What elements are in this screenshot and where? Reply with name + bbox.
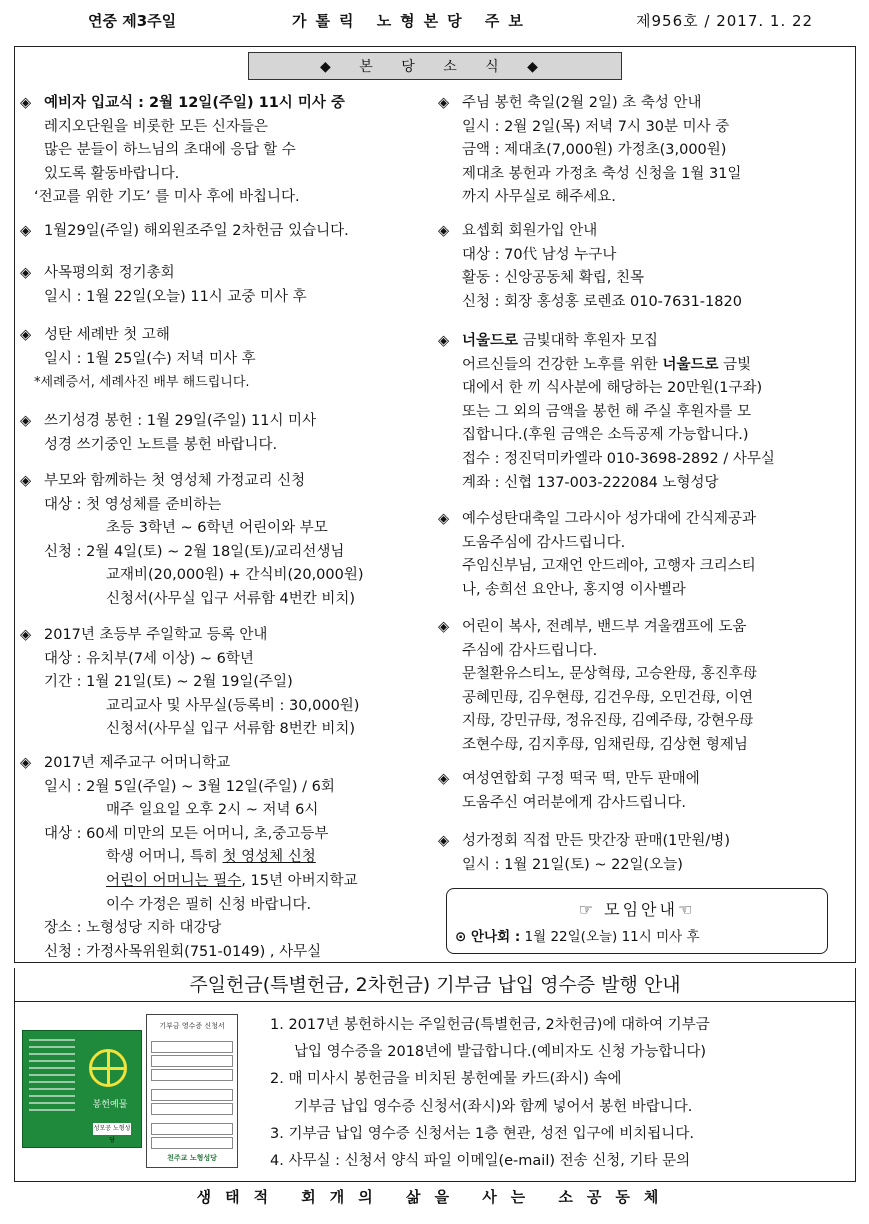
notice-line: 일시 : 2월 5일(주일) ~ 3월 12일(주일) / 6회 bbox=[44, 778, 335, 795]
notice-line: 접수 : 정진덕미카엘라 010-3698-2892 / 사무실 bbox=[462, 450, 775, 467]
instruction-line: 납입 영수증을 2018년에 발급합니다.(예비자도 신청 가능합니다) bbox=[294, 1044, 707, 1061]
notice-line: 일시 : 1월 21일(토) ~ 22일(오늘) bbox=[462, 856, 683, 873]
notice-line: 까지 사무실로 해주세요. bbox=[462, 189, 616, 206]
notice-joseph-society bbox=[438, 220, 848, 314]
notice-line: 제대초 봉헌과 가정초 축성 신청을 1월 31일 bbox=[462, 165, 742, 182]
notice-title: 부모와 함께하는 첫 영성체 가정교리 신청 bbox=[44, 473, 306, 489]
underlined-text: 첫 영성체 신청 bbox=[222, 849, 316, 866]
notice-line: 문철환유스티노, 문상혁母, 고승완母, 홍진후母 bbox=[462, 666, 758, 683]
diamond-icon: ◈ bbox=[438, 95, 450, 111]
form-footer: 천주교 노형성당 bbox=[167, 1154, 217, 1162]
card-label: 봉헌예물 bbox=[92, 1100, 128, 1110]
diamond-icon: ◈ bbox=[20, 627, 32, 643]
notice-line: 있도록 활동바랍니다. bbox=[44, 165, 180, 182]
notice-line: 신청서(사무실 입구 서류함 4번칸 비치) bbox=[106, 590, 356, 607]
notice-title: 쓰기성경 봉헌 : 1월 29일(주일) 11시 미사 bbox=[44, 413, 317, 429]
form-row bbox=[151, 1123, 233, 1135]
notice-first-confession bbox=[20, 324, 420, 395]
brand-name: 너울드로 bbox=[662, 356, 719, 373]
diamond-icon: ◈ bbox=[438, 511, 450, 527]
form-row bbox=[151, 1055, 233, 1067]
notice-sponsor-recruit bbox=[438, 330, 848, 495]
form-row bbox=[151, 1137, 233, 1149]
diamond-icon: ◈ bbox=[20, 265, 32, 281]
section-banner: ◆ 본 당 소 식 ◆ bbox=[248, 52, 622, 80]
instruction-line: 2. 매 미사시 봉헌금을 비치된 봉헌예물 카드(좌시) 속에 bbox=[270, 1071, 622, 1088]
notice-title: 여성연합회 구정 떡국 떡, 만두 판매에 bbox=[462, 771, 700, 787]
notice-title: 1월29일(주일) 해외원조주일 2차헌금 있습니다. bbox=[44, 223, 349, 239]
notice-title: 예비자 입교식 : 2월 12일(주일) 11시 미사 중 bbox=[44, 95, 345, 111]
notice-line: 집합니다.(후원 금액은 소득공제 가능합니다.) bbox=[462, 427, 749, 444]
card-text-lines bbox=[29, 1039, 75, 1125]
notice-first-communion bbox=[20, 470, 420, 612]
notice-line: 나, 송희선 요안나, 홍지영 이사벨라 bbox=[462, 581, 686, 598]
notice-line: 도움주신 여러분에게 감사드립니다. bbox=[462, 794, 686, 811]
notice-title: 2017년 제주교구 어머니학교 bbox=[44, 755, 231, 771]
notice-line: 일시 : 1월 22일(오늘) 11시 교중 미사 후 bbox=[44, 288, 307, 305]
notice-line: 일시 : 1월 25일(수) 저녁 미사 후 bbox=[44, 350, 256, 367]
notice-line: 매주 일요일 오후 2시 ~ 저녁 6시 bbox=[106, 802, 319, 819]
notice-line: 대상 : 60세 미만의 모든 어머니, 초,중고등부 bbox=[44, 825, 329, 842]
notice-line: 주심에 감사드립니다. bbox=[462, 642, 598, 659]
form-row bbox=[151, 1103, 233, 1115]
notice-title: 성가정회 직접 만든 맛간장 판매(1만원/병) bbox=[462, 833, 730, 849]
notice-line: 학생 어머니, 특히 bbox=[106, 849, 223, 866]
notice-title: 예수성탄대축일 그라시아 성가대에 간식제공과 bbox=[462, 511, 756, 527]
instruction-line: 4. 사무실 : 신청서 양식 파일 이메일(e-mail) 전송 신청, 기타 문의 bbox=[270, 1153, 691, 1170]
receipt-form-image bbox=[146, 1014, 238, 1168]
diamond-icon: ◈ bbox=[438, 333, 450, 349]
notice-line: 대상 : 첫 영성체를 준비하는 bbox=[44, 496, 222, 513]
instruction-line: 1. 2017년 봉헌하시는 주일헌금(특별헌금, 2차헌금)에 대하여 기부금 bbox=[270, 1017, 710, 1033]
notice-line: 계좌 : 신협 137-003-222084 노형성당 bbox=[462, 474, 719, 491]
notice-line: 지母, 강민규母, 정유진母, 김예주母, 강현우母 bbox=[462, 713, 754, 730]
notice-pastoral-council bbox=[20, 262, 420, 309]
instruction-line: 3. 기부금 납입 영수증 신청서는 1층 현관, 성전 입구에 비치됩니다. bbox=[270, 1125, 694, 1142]
offering-card-image bbox=[22, 1030, 142, 1148]
bulletin-header bbox=[0, 6, 869, 36]
instruction-line: 기부금 납입 영수증 신청서(좌시)와 함께 넣어서 봉헌 바랍니다. bbox=[294, 1098, 693, 1115]
brand-name: 너울드로 bbox=[462, 333, 519, 349]
notice-title: 2017년 초등부 주일학교 등록 안내 bbox=[44, 627, 268, 643]
diamond-icon: ◈ bbox=[438, 223, 450, 239]
form-title: 기부금 영수증 신청서 bbox=[159, 1022, 225, 1030]
notice-note: *세례증서, 세례사진 배부 해드립니다. bbox=[34, 375, 250, 391]
underlined-text: 어린이 어머니는 필수 bbox=[106, 872, 242, 889]
notice-line: 신청서(사무실 입구 서류함 8번칸 비치) bbox=[106, 721, 356, 738]
notice-line: 교재비(20,000원) + 간식비(20,000원) bbox=[106, 567, 364, 584]
notice-soy-sauce-sale bbox=[438, 830, 848, 877]
notice-line: 금액 : 제대초(7,000원) 가정초(3,000원) bbox=[462, 142, 727, 159]
notice-choir-thanks bbox=[438, 508, 848, 602]
form-row bbox=[151, 1089, 233, 1101]
notice-line: ‘전교를 위한 기도’ 를 미사 후에 바칩니다. bbox=[34, 189, 300, 206]
notice-line: 기간 : 1월 21일(토) ~ 2월 19일(주일) bbox=[44, 674, 293, 691]
diamond-icon: ◈ bbox=[438, 833, 450, 849]
diamond-icon: ◈ bbox=[20, 327, 32, 343]
notice-line: 대상 : 유치부(7세 이상) ~ 6학년 bbox=[44, 650, 254, 667]
notice-line: 어르신들의 건강한 노후를 위한 bbox=[462, 356, 663, 373]
notice-line: 이수 가정은 필히 신청 바랍니다. bbox=[106, 896, 312, 913]
diamond-icon: ◈ bbox=[20, 223, 32, 239]
notice-bible-writing bbox=[20, 410, 420, 457]
notice-line: 대상 : 70代 남성 누구나 bbox=[462, 246, 617, 263]
diamond-icon: ◈ bbox=[20, 473, 32, 489]
notice-line: 조현수母, 김지후母, 임채린母, 김상현 형제님 bbox=[462, 736, 748, 753]
notice-catechumen bbox=[20, 92, 420, 210]
notice-line: 신청 : 회장 홍성홍 로렌죠 010-7631-1820 bbox=[462, 293, 742, 310]
notice-line: 교리교사 및 사무실(등록비 : 30,000원) bbox=[106, 697, 360, 714]
meeting-box bbox=[446, 888, 828, 954]
receipt-title: 주일헌금(특별헌금, 2차헌금) 기부금 납입 영수증 발행 안내 bbox=[14, 968, 856, 1002]
notice-camp-thanks bbox=[438, 616, 848, 758]
notice-line: 많은 분들이 하느님의 초대에 응답 할 수 bbox=[44, 142, 296, 159]
notice-title: 요셉회 회원가입 안내 bbox=[462, 223, 598, 239]
notice-line: 활동 : 신앙공동체 확립, 친목 bbox=[462, 270, 645, 287]
meeting-item bbox=[455, 925, 700, 945]
form-row bbox=[151, 1069, 233, 1081]
notice-candlemas bbox=[438, 92, 848, 210]
notice-line: 공혜민母, 김우현母, 김건우母, 오민건母, 이연 bbox=[462, 689, 753, 706]
diamond-icon: ◈ bbox=[20, 755, 32, 771]
receipt-instructions bbox=[270, 1012, 840, 1175]
notice-line: 일시 : 2월 2일(목) 저녁 7시 30분 미사 중 bbox=[462, 118, 730, 135]
notice-line: 주임신부님, 고재언 안드레아, 고행자 크리스티 bbox=[462, 558, 756, 575]
meeting-label: ⊙ 안나회 : bbox=[455, 929, 521, 945]
notice-sunday-school bbox=[20, 624, 420, 742]
notice-second-collection bbox=[20, 220, 420, 244]
issue-number: 제956호 / 2017. 1. 22 bbox=[636, 12, 814, 30]
notice-line: 성경 쓰기중인 노트를 봉헌 바랍니다. bbox=[44, 436, 278, 453]
footer-motto: 생태적 회개의 삶을 사는 소공동체 bbox=[196, 1188, 673, 1206]
notice-line: 금빛 bbox=[718, 356, 752, 373]
diamond-icon: ◈ bbox=[438, 619, 450, 635]
notice-line: 신청 : 2월 4일(토) ~ 2월 18일(토)/교리선생님 bbox=[44, 543, 345, 560]
notice-title: 금빛대학 후원자 모집 bbox=[522, 333, 658, 349]
diamond-icon: ◈ bbox=[20, 95, 32, 111]
notice-line: 신청 : 가정사목위원회(751-0149) , 사무실 bbox=[44, 943, 322, 960]
diamond-icon: ◈ bbox=[438, 771, 450, 787]
notice-title: 사목평의회 정기총회 bbox=[44, 265, 175, 281]
notice-line: 초등 3학년 ~ 6학년 어린이와 부모 bbox=[106, 520, 328, 537]
notice-line: 대에서 한 끼 식사분에 해당하는 20만원(1구좌) bbox=[462, 380, 763, 397]
notice-line: 도움주심에 감사드립니다. bbox=[462, 534, 626, 551]
meeting-text: 1월 22일(오늘) 11시 미사 후 bbox=[524, 929, 700, 945]
form-row bbox=[151, 1041, 233, 1053]
diamond-icon: ◈ bbox=[20, 413, 32, 429]
notice-mother-school bbox=[20, 752, 420, 964]
cross-circle-icon bbox=[89, 1049, 127, 1087]
bulletin-title: 가톨릭 노형본당 주보 bbox=[292, 12, 532, 30]
card-box: 성모공 노형성당 bbox=[93, 1125, 131, 1144]
notice-title: 성탄 세례반 첫 고해 bbox=[44, 327, 170, 343]
meeting-title: ☞ 모임안내☜ bbox=[578, 900, 696, 919]
liturgical-week: 연중 제3주일 bbox=[88, 12, 177, 30]
notice-title: 주님 봉헌 축일(2월 2일) 초 축성 안내 bbox=[462, 95, 702, 111]
notice-line: , 15년 아버지학교 bbox=[241, 872, 358, 889]
notice-line: 또는 그 외의 금액을 봉헌 해 주실 후원자를 모 bbox=[462, 403, 751, 420]
notice-line: 레지오단원을 비롯한 모든 신자들은 bbox=[44, 118, 268, 135]
notice-title: 어린이 복사, 전례부, 밴드부 겨울캠프에 도움 bbox=[462, 619, 747, 635]
notice-women-thanks bbox=[438, 768, 848, 815]
notice-line: 장소 : 노형성당 지하 대강당 bbox=[44, 920, 222, 937]
